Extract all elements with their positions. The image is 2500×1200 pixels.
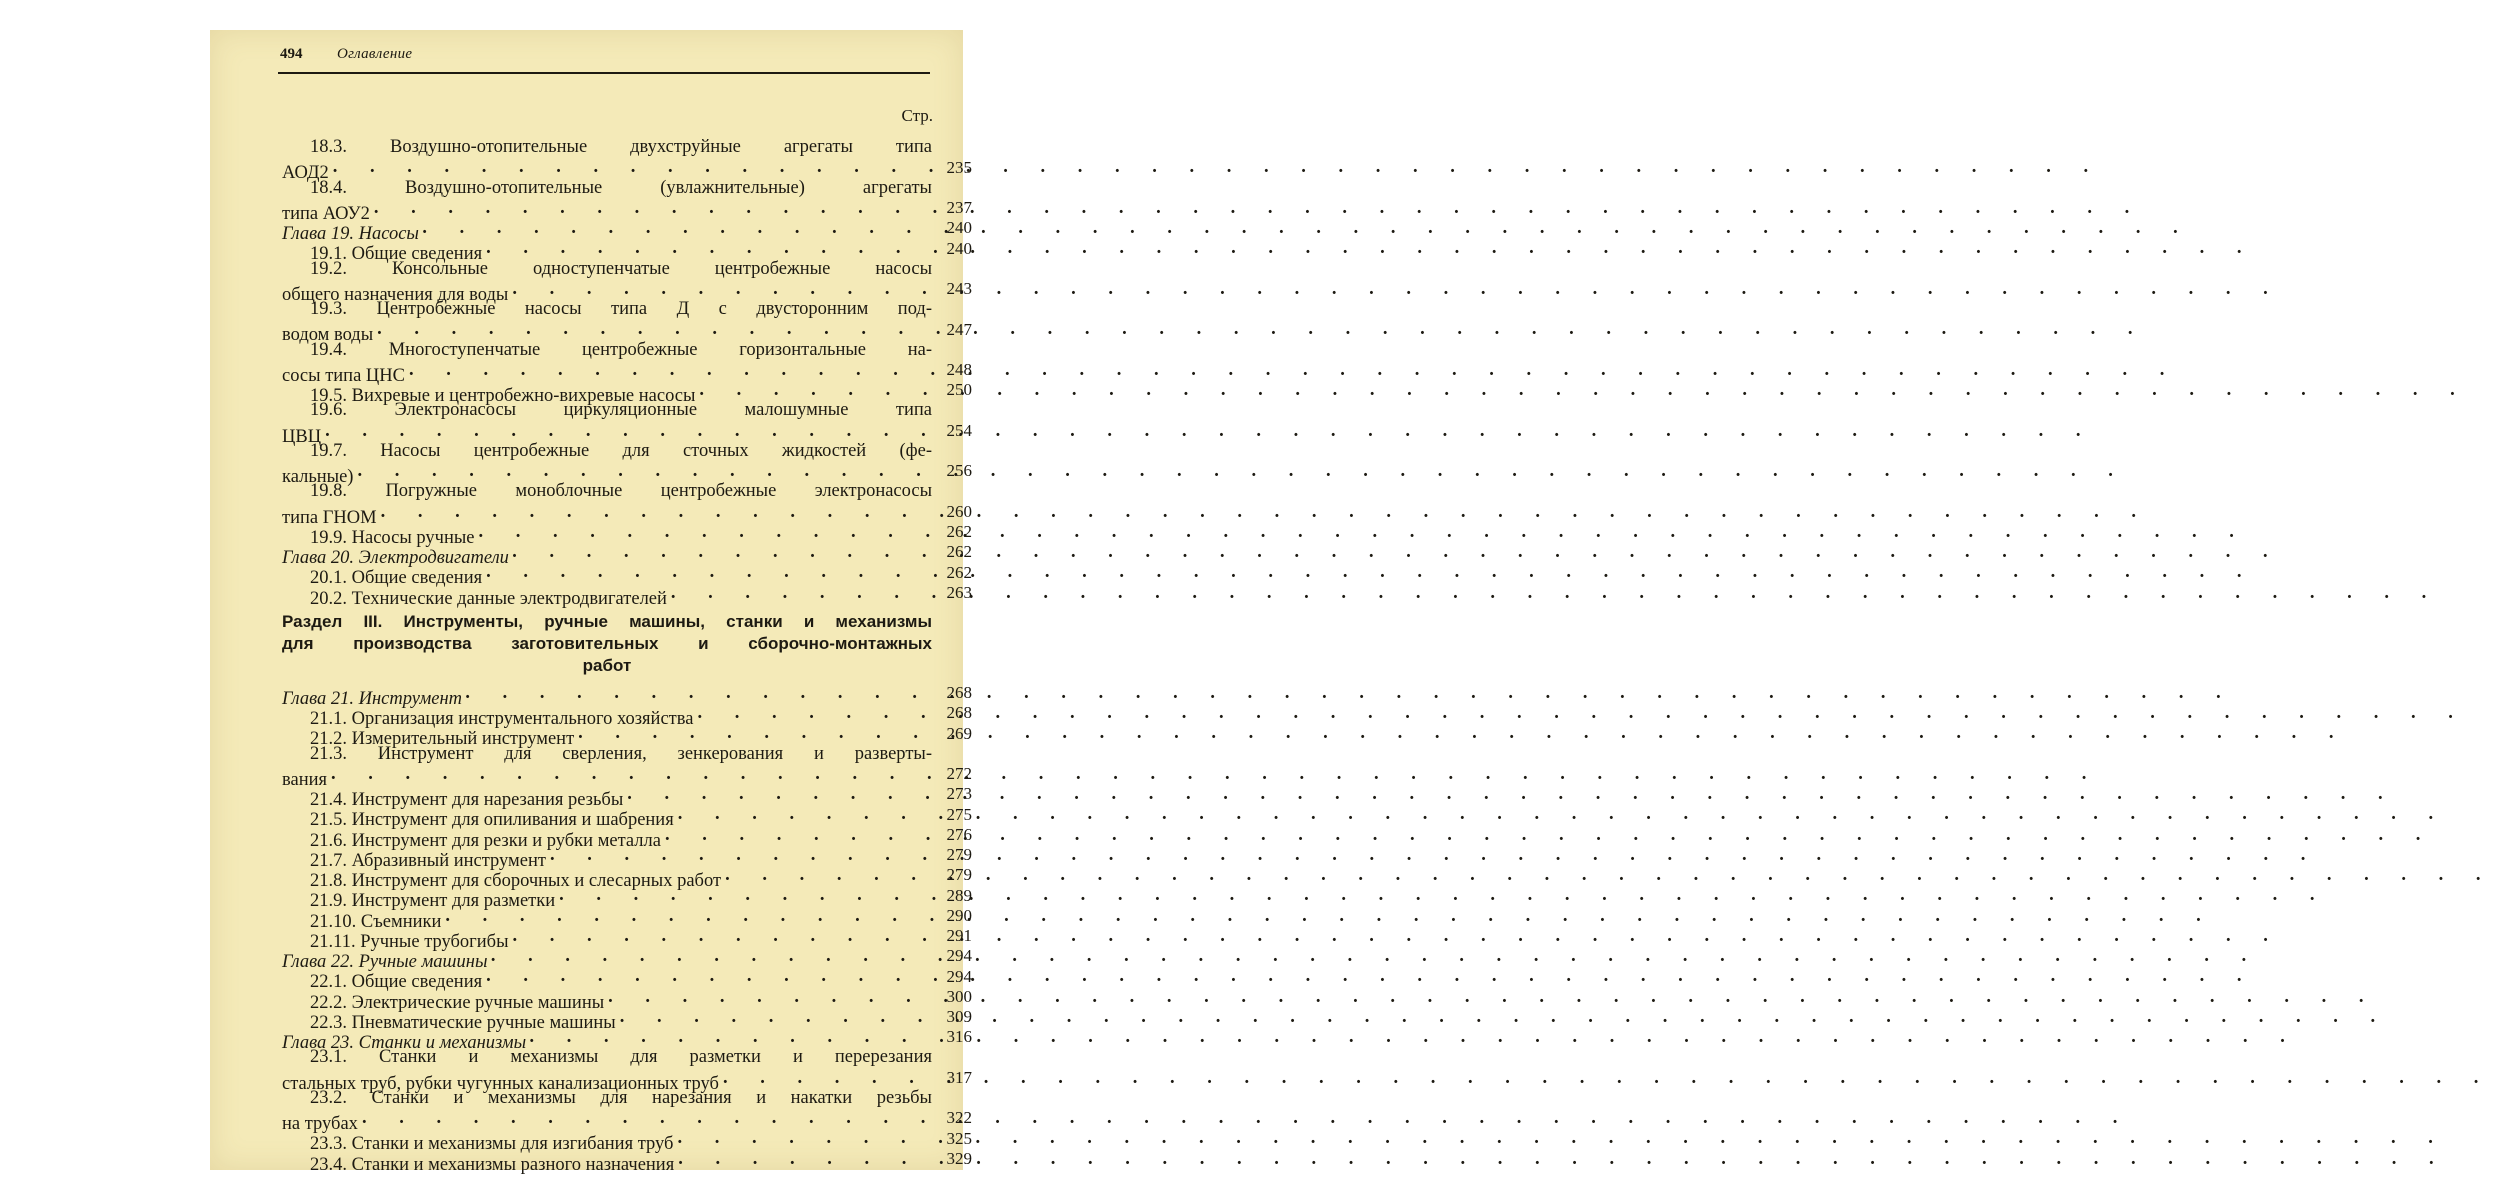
dot-leader: [409, 360, 2184, 381]
toc-entry-line: [282, 1068, 932, 1094]
toc-entry-text: 21.1. Организация инструментального хозяйства: [310, 709, 694, 729]
toc-entry-line: [310, 845, 932, 871]
toc-entry-line: [282, 683, 932, 709]
toc-section-entry: [282, 177, 972, 224]
toc-entry-text: 19.6. Электронасосы циркуляционные малошумные типа: [310, 400, 932, 421]
toc-entry-text: 19.7. Насосы центробежные для сточных жидкостей (фе-: [310, 440, 932, 461]
dot-leader: [627, 784, 2402, 805]
toc-section-entry: [282, 703, 972, 729]
toc-page-number: 262: [946, 562, 972, 582]
toc-entry-line: [310, 966, 932, 993]
toc-entry-line: [310, 380, 932, 406]
toc-page-number: 235: [946, 157, 972, 177]
toc-entry-text: 20.1. Общие сведения: [310, 568, 483, 589]
toc-entry-text: 22.1. Общие сведения: [310, 972, 483, 993]
toc-page-number: 325: [946, 1128, 972, 1148]
dot-leader: [377, 319, 2152, 340]
toc-entry-text: 23.4. Станки и механизмы разного назначения: [310, 1154, 675, 1175]
toc-entry-text: 19.3. Центробежные насосы типа Д с двусторонним под-: [310, 299, 932, 319]
toc-page-number: 268: [946, 703, 972, 723]
dot-leader: [530, 1027, 2305, 1048]
toc-entry-line: [282, 461, 932, 487]
toc-section-entry: [282, 400, 972, 447]
toc-entry-line: [310, 522, 932, 548]
toc-page-number: 243: [946, 279, 972, 298]
toc-entry-line: [310, 723, 932, 750]
dot-leader: [486, 238, 2261, 259]
toc-entry-line: [282, 1108, 932, 1134]
toc-page-number: 279: [946, 865, 972, 885]
toc-page-number: 237: [946, 198, 972, 217]
dot-leader: [512, 279, 2287, 300]
toc-page-number: 240: [946, 218, 972, 238]
toc-entry-text: 21.5. Инструмент для опиливания и шабрения: [310, 810, 674, 831]
toc-entry-line: [282, 157, 932, 184]
toc-entry-text: 20.2. Технические данные электродвигателей: [310, 588, 667, 609]
dot-leader: [559, 885, 2334, 906]
dot-leader: [466, 683, 2241, 704]
toc-chapter-entry: [282, 683, 972, 709]
dot-leader: [357, 461, 2132, 482]
toc-section-entry: [282, 905, 972, 932]
toc-section-entry: [282, 743, 972, 790]
toc-section-entry: [282, 1047, 972, 1094]
toc-entry-text: ЦВЦ: [282, 426, 322, 447]
toc-page-number: 329: [946, 1148, 972, 1168]
toc-page-number: 275: [946, 804, 972, 824]
toc-entry-line: [310, 804, 932, 831]
toc-page-number: 291: [946, 926, 972, 945]
toc-section-entry: [282, 926, 972, 952]
part-heading-line: для производства заготовительных и сборочно-монтажных: [282, 633, 932, 653]
dot-leader: [381, 502, 2156, 523]
toc-entry-line: [310, 259, 932, 279]
toc-entry-text: 19.1. Общие сведения: [310, 244, 483, 265]
toc-section-entry: [282, 562, 972, 589]
dot-leader: [325, 421, 2100, 442]
dot-leader: [550, 845, 2325, 866]
page-number: 494: [280, 46, 303, 62]
toc-entry-text: Глава 20. Электродвигатели: [282, 548, 509, 568]
dot-leader: [620, 1007, 2395, 1028]
toc-entry-text: 21.10. Съемники: [310, 911, 442, 932]
table-of-contents: [282, 137, 972, 1175]
toc-section-entry: [282, 885, 972, 912]
toc-entry-line: [310, 583, 932, 609]
toc-page-number: 317: [946, 1067, 972, 1087]
toc-entry-text: АОД2: [282, 163, 329, 184]
toc-section-entry: [282, 1007, 972, 1033]
toc-entry-text: стальных труб, рубки чугунных канализационных труб: [282, 1073, 719, 1094]
toc-entry-text: на трубах: [282, 1114, 358, 1134]
toc-page-number: 248: [946, 360, 972, 379]
dot-leader: [486, 562, 2261, 583]
toc-entry-line: [310, 400, 932, 420]
toc-entry-line: [310, 481, 932, 501]
toc-entry-text: Глава 22. Ручные машины: [282, 952, 488, 972]
toc-entry-line: [310, 178, 932, 198]
part-heading-line: Раздел III. Инструменты, ручные машины, станки и механизмы: [282, 611, 932, 631]
toc-entry-line: [282, 1027, 932, 1053]
toc-entry-text: 19.4. Многоступенчатые центробежные горизонтальные на-: [310, 339, 932, 360]
dot-leader: [513, 542, 2288, 563]
dot-leader: [333, 157, 2108, 178]
toc-entry-line: [282, 218, 932, 244]
toc-section-entry: [282, 258, 972, 305]
toc-section-entry: [282, 723, 972, 750]
dot-leader: [608, 987, 2383, 1008]
part-heading-line: работ: [582, 655, 632, 675]
toc-chapter-entry: [282, 946, 972, 972]
toc-entry-text: 19.9. Насосы ручные: [310, 527, 475, 548]
toc-entry-line: [310, 562, 932, 589]
toc-entry-text: 22.3. Пневматические ручные машины: [310, 1012, 616, 1033]
toc-entry-line: [282, 542, 932, 568]
toc-entry-text: кальные): [282, 467, 354, 487]
toc-page-number: 294: [946, 966, 972, 986]
toc-section-entry: [282, 380, 972, 406]
running-title: Оглавление: [337, 46, 413, 62]
toc-entry-line: [310, 987, 932, 1013]
toc-entry-text: 21.3. Инструмент для сверления, зенкерования и разверты-: [310, 743, 932, 764]
toc-entry-line: [310, 1128, 932, 1155]
toc-chapter-entry: [282, 542, 972, 568]
toc-page-number: 262: [946, 522, 972, 541]
toc-section-entry: [282, 582, 972, 609]
toc-entry-text: 23.1. Станки и механизмы для разметки и перерезания: [310, 1047, 932, 1068]
toc-section-entry: [282, 1148, 972, 1175]
toc-entry-text: 21.9. Инструмент для разметки: [310, 891, 556, 912]
toc-page-number: 263: [946, 582, 972, 602]
toc-page-number: 289: [946, 885, 972, 905]
page-header: [210, 30, 963, 125]
toc-page-number: 316: [946, 1027, 972, 1047]
toc-entry-text: 23.2. Станки и механизмы для нарезания и накатки резьбы: [310, 1087, 932, 1108]
toc-section-entry: [282, 824, 972, 851]
toc-entry-text: 18.4. Воздушно-отопительные (увлажнительные) агрегаты: [310, 177, 932, 198]
toc-page-number: 276: [946, 824, 972, 844]
toc-entry-line: [310, 1149, 932, 1175]
book-page: [210, 30, 972, 1175]
toc-page-number: 309: [946, 1007, 972, 1026]
dot-leader: [331, 764, 2106, 785]
toc-entry-line: [282, 502, 932, 528]
toc-page-number: 250: [946, 380, 972, 400]
toc-entry-line: [310, 340, 932, 360]
toc-page-number: 254: [946, 420, 972, 440]
toc-entry-line: [282, 319, 932, 346]
toc-entry-text: 21.11. Ручные трубогибы: [310, 931, 509, 952]
toc-entry-line: [282, 198, 932, 224]
toc-list-part-2-end: [282, 137, 972, 609]
toc-page-number: 322: [946, 1108, 972, 1128]
toc-entry-line: [282, 360, 932, 386]
toc-entry-line: [310, 1047, 932, 1067]
toc-section-entry: [282, 1087, 972, 1134]
dot-leader: [479, 522, 2254, 543]
toc-entry-line: [310, 926, 932, 952]
toc-page-number: 290: [946, 905, 972, 925]
toc-entry-line: [310, 825, 932, 851]
toc-entry-line: [310, 1007, 932, 1033]
toc-entry-text: общего назначения для воды: [282, 284, 509, 305]
toc-entry-line: [310, 441, 932, 461]
toc-entry-text: водом воды: [282, 325, 374, 346]
toc-entry-text: Глава 21. Инструмент: [282, 688, 463, 709]
toc-page-number: 300: [946, 986, 972, 1006]
toc-section-entry: [282, 481, 972, 528]
dot-leader: [491, 946, 2266, 967]
toc-entry-text: Глава 19. Насосы: [282, 224, 419, 244]
toc-page-number: 268: [946, 683, 972, 702]
toc-entry-line: [310, 1088, 932, 1108]
dot-leader: [362, 1108, 2137, 1129]
toc-list-part-3: [282, 683, 972, 1175]
toc-page-number: 269: [946, 723, 972, 743]
toc-entry-text: 23.3. Станки и механизмы для изгибания труб: [310, 1134, 674, 1155]
toc-entry-text: 21.8. Инструмент для сборочных и слесарных работ: [310, 871, 722, 891]
toc-entry-line: [310, 137, 932, 157]
toc-chapter-entry: [282, 218, 972, 244]
dot-leader: [725, 865, 2500, 886]
toc-chapter-entry: [282, 1027, 972, 1053]
toc-page-number: 256: [946, 461, 972, 481]
toc-entry-text: типа АОУ2: [282, 203, 370, 224]
toc-section-entry: [282, 299, 972, 346]
dot-leader: [445, 906, 2220, 927]
toc-entry-text: вания: [282, 769, 328, 790]
toc-section-entry: [282, 522, 972, 548]
dot-leader: [578, 723, 2353, 744]
toc-entry-text: сосы типа ЦНС: [282, 365, 405, 386]
toc-entry-text: типа ГНОМ: [282, 507, 377, 528]
toc-section-entry: [282, 804, 972, 831]
toc-entry-text: 19.8. Погружные моноблочные центробежные электронасосы: [310, 481, 932, 502]
toc-entry-text: 18.3. Воздушно-отопительные двухструйные агрегаты типа: [310, 137, 932, 157]
toc-entry-text: 21.7. Абразивный инструмент: [310, 850, 546, 871]
toc-page-number: 273: [946, 784, 972, 804]
toc-entry-line: [310, 744, 932, 764]
dot-leader: [723, 1068, 2498, 1089]
toc-entry-line: [310, 885, 932, 912]
toc-page-number: 262: [946, 542, 972, 562]
toc-entry-line: [310, 865, 932, 891]
toc-entry-text: 21.2. Измерительный инструмент: [310, 729, 575, 750]
toc-entry-text: 21.6. Инструмент для резки и рубки металла: [310, 830, 661, 851]
toc-entry-text: 21.4. Инструмент для нарезания резьбы: [310, 790, 624, 810]
toc-section-entry: [282, 845, 972, 871]
toc-entry-line: [282, 946, 932, 972]
toc-section-entry: [282, 238, 972, 265]
toc-section-entry: [282, 865, 972, 891]
dot-leader: [374, 198, 2149, 219]
header-rule: [278, 72, 930, 74]
toc-entry-text: 19.2. Консольные одноступенчатые центробежные насосы: [310, 258, 932, 279]
toc-entry-text: 22.2. Электрические ручные машины: [310, 992, 605, 1013]
toc-entry-line: [282, 421, 932, 447]
toc-section-entry: [282, 986, 972, 1013]
toc-entry-line: [310, 703, 932, 729]
toc-entry-text: 19.5. Вихревые и центробежно-вихревые насосы: [310, 386, 696, 406]
toc-page-number: 247: [946, 319, 972, 339]
toc-section-entry: [282, 966, 972, 993]
dot-leader: [423, 218, 2198, 239]
toc-section-entry: [282, 784, 972, 810]
toc-entry-line: [310, 238, 932, 265]
toc-section-entry: [282, 1128, 972, 1155]
toc-section-entry: [282, 339, 972, 386]
toc-page-number: 260: [946, 501, 972, 521]
dot-leader: [486, 966, 2261, 987]
toc-entry-line: [282, 764, 932, 790]
page-column-label: Стр.: [901, 106, 933, 125]
dot-leader: [513, 926, 2288, 947]
toc-entry-text: Глава 23. Станки и механизмы: [282, 1033, 527, 1053]
toc-section-entry: [282, 440, 972, 487]
toc-entry-line: [310, 784, 932, 810]
part-heading: [282, 611, 932, 677]
toc-section-entry: [282, 137, 972, 184]
toc-page-number: 294: [946, 946, 972, 966]
toc-page-number: 240: [946, 238, 972, 258]
toc-entry-line: [310, 299, 932, 319]
toc-entry-line: [310, 906, 932, 932]
toc-page-number: 279: [946, 845, 972, 864]
toc-page-number: 272: [946, 764, 972, 783]
toc-entry-line: [282, 279, 932, 305]
